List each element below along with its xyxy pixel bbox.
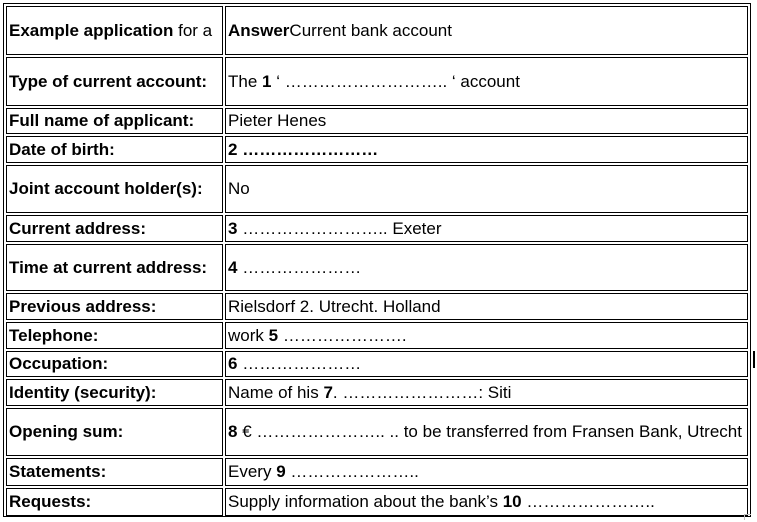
- value-cell: [225, 322, 748, 349]
- table-row: [4, 134, 750, 163]
- label-cell: [6, 136, 223, 163]
- label-cell: [6, 408, 223, 456]
- row-label: Occupation:: [9, 354, 109, 373]
- answer-blank: ……………………: [237, 139, 379, 159]
- label-cell: [6, 6, 223, 55]
- label-cell: [6, 215, 223, 242]
- answer-heading: Answer: [228, 20, 290, 40]
- value-cell: [225, 57, 748, 106]
- table-row: [4, 456, 750, 486]
- label-cell: [6, 293, 223, 320]
- value-cell: [225, 351, 748, 377]
- answer-blank: …………………..: [285, 462, 419, 481]
- answer-blank: …………………..: [521, 492, 655, 511]
- application-form-table: [3, 3, 751, 517]
- row-label: Identity (security):: [9, 382, 157, 402]
- row-value: Current bank account: [289, 20, 452, 40]
- answer-blank: ………………….: [278, 325, 407, 345]
- label-cell: [6, 165, 223, 213]
- question-number: 10: [502, 492, 522, 511]
- table-row: [4, 213, 750, 242]
- label-cell: [6, 458, 223, 486]
- label-cell: [6, 108, 223, 134]
- question-number: 6: [228, 354, 238, 373]
- value-cell: [225, 293, 748, 320]
- value-cell: [225, 488, 748, 516]
- value-cell: [225, 458, 748, 486]
- table-row: [4, 4, 750, 55]
- row-label: Full name of applicant:: [9, 111, 195, 130]
- table-row: [4, 55, 750, 106]
- question-number: 5: [268, 325, 279, 345]
- value-cell: [225, 136, 748, 163]
- value-prefix: work: [228, 325, 269, 345]
- question-number: 3: [228, 218, 238, 238]
- answer-blank: …………………….. Exeter: [237, 218, 442, 238]
- corner-marker: [744, 514, 751, 520]
- row-value: Rielsdorf 2. Utrecht. Holland: [228, 296, 441, 316]
- row-label: Requests:: [9, 492, 92, 511]
- question-number: 7: [323, 382, 333, 402]
- row-label: Statements:: [9, 462, 107, 481]
- row-label: Type of current account:: [9, 71, 208, 91]
- value-prefix: The: [228, 71, 263, 91]
- value-cell: [225, 108, 748, 134]
- row-label: Example application: [9, 20, 174, 40]
- question-number: 8: [228, 422, 238, 441]
- table-row: [4, 320, 750, 349]
- row-label: Telephone:: [9, 325, 99, 345]
- row-value: Pieter Henes: [228, 111, 327, 130]
- answer-blank: € ………………….. .. to be transferred from Fransen Bank, Utrecht: [237, 422, 742, 441]
- table-row: [4, 163, 750, 213]
- value-prefix: Name of his: [228, 382, 324, 402]
- table-row: [4, 349, 750, 377]
- label-cell: [6, 351, 223, 377]
- value-cell: [225, 165, 748, 213]
- table-row: [4, 291, 750, 320]
- row-label: Joint account holder(s):: [9, 179, 203, 198]
- label-cell: [6, 322, 223, 349]
- value-prefix: Every: [228, 462, 277, 481]
- table-row: [4, 486, 750, 516]
- question-number: 9: [276, 462, 286, 481]
- question-number: 4: [228, 257, 238, 277]
- table-row: [4, 242, 750, 291]
- table-row: [4, 106, 750, 134]
- answer-blank: ‘ ……………………….. ‘ account: [271, 71, 520, 91]
- row-label: Current address:: [9, 218, 146, 238]
- table-row: [4, 377, 750, 406]
- answer-blank: …………………: [237, 354, 362, 373]
- label-cell: [6, 488, 223, 516]
- answer-blank: …………………: [237, 257, 362, 277]
- value-cell: [225, 215, 748, 242]
- question-number: 1: [262, 71, 272, 91]
- answer-blank: . ……………………: Siti: [332, 382, 512, 402]
- value-prefix: Supply information about the bank’s: [228, 492, 503, 511]
- table-row: [4, 406, 750, 456]
- value-cell: [225, 379, 748, 406]
- label-cell: [6, 379, 223, 406]
- row-value: No: [228, 179, 250, 198]
- question-number: 2: [228, 139, 238, 159]
- value-cell: [225, 408, 748, 456]
- row-label: Opening sum:: [9, 422, 124, 441]
- value-cell: [225, 244, 748, 291]
- row-label: Previous address:: [9, 296, 157, 316]
- label-cell: [6, 244, 223, 291]
- row-label: Time at current address:: [9, 257, 208, 277]
- value-cell: [225, 6, 748, 55]
- row-label: Date of birth:: [9, 139, 115, 159]
- label-cell: [6, 57, 223, 106]
- edge-marker: [753, 351, 755, 368]
- row-label-suffix: for a: [173, 20, 213, 40]
